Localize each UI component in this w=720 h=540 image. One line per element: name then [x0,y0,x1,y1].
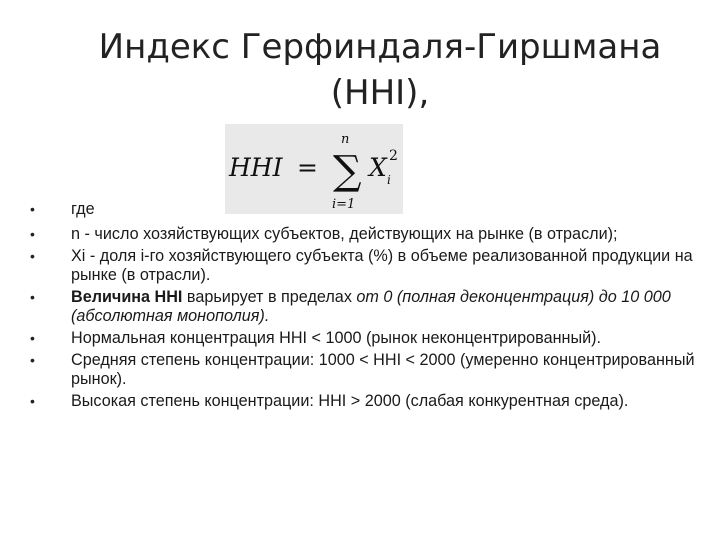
bullet-n-definition: n - число хозяйствующих субъектов, действующих на рынке (в отрасли); [71,225,618,243]
formula-subscript: i [387,173,391,187]
sum-upper-limit: n [341,132,350,147]
bullet-medium-concentration: Средняя степень концентрации: 1000 < HHI < 2000 (умеренно концентрированный рынок). [71,351,695,388]
list-item [30,225,710,244]
hhi-range-text: варьирует в пределах [182,288,357,306]
formula-lhs: HHI [229,153,283,182]
bullet-xi-definition: Xi - доля i-го хозяйствующего субъекта (%) в объеме реализованной продукции на рынке (в отрасли). [71,247,693,284]
list-item [30,392,710,411]
bullet-normal-concentration: Нормальная концентрация HHI < 1000 (рынок неконцентрированный). [71,329,602,347]
bullet-high-concentration: Высокая степень концентрации: HHI > 2000 (слабая конкурентная среда). [71,392,629,410]
hhi-range-label: Величина HHI [71,288,183,306]
formula-variable: X [369,153,387,182]
formula-superscript: 2 [389,148,398,164]
title-line-1: Индекс Герфиндаля-Гиршмана [98,27,662,67]
list-item [30,247,710,285]
title-line-2: (HHI), [330,73,430,113]
slide-title [40,24,720,116]
sum-lower-limit: i=1 [332,197,356,212]
formula-equals: = [297,153,318,182]
hhi-range-values: от 0 (полная деконцентрация) до 10 000 (абсолютная монополия). [71,288,671,325]
list-item [30,351,710,389]
list-item [30,329,710,348]
list-item [30,200,710,219]
bullet-where: где [71,200,95,218]
definition-list [30,200,710,414]
list-item [30,288,710,326]
sum-symbol: ∑ [333,148,362,194]
